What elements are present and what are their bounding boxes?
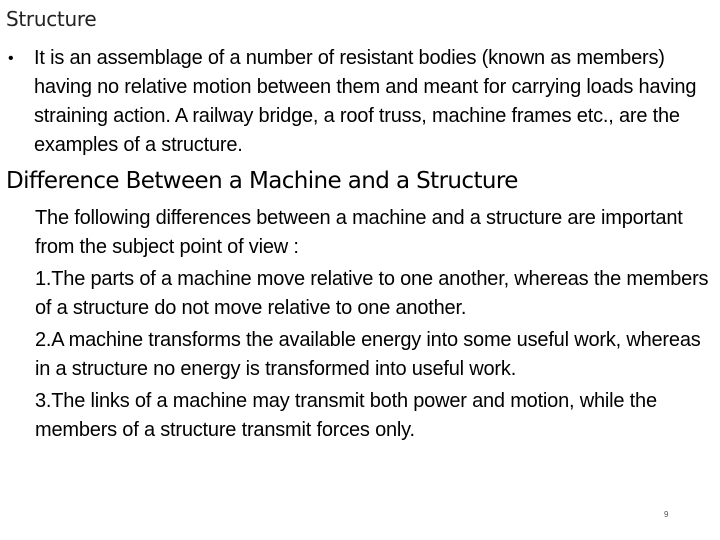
bullet-item: [8, 44, 708, 160]
slide-title: Structure: [6, 7, 97, 31]
difference-1: 1.The parts of a machine move relative to one another, whereas the members of a structure do not move relative to one another.: [35, 268, 709, 319]
intro-paragraph: The following differences between a machine and a structure are important from the subject point of view :: [35, 207, 683, 258]
bullet-list: [8, 44, 708, 160]
difference-3: 3.The links of a machine may transmit both power and motion, while the members of a structure transmit forces only.: [35, 390, 657, 441]
page-number: 9: [664, 510, 669, 519]
section-heading: Difference Between a Machine and a Structure: [6, 168, 518, 194]
bullet-marker: •: [8, 50, 14, 67]
difference-2: 2.A machine transforms the available energy into some useful work, whereas in a structure no energy is transformed into useful work.: [35, 329, 701, 380]
differences-body: [35, 204, 710, 448]
bullet-text: It is an assemblage of a number of resistant bodies (known as members) having no relative motion between them and meant for carrying loads having straining action. A railway bridge, a roof truss, machine frames etc., are the examples of a structure.: [34, 47, 697, 156]
